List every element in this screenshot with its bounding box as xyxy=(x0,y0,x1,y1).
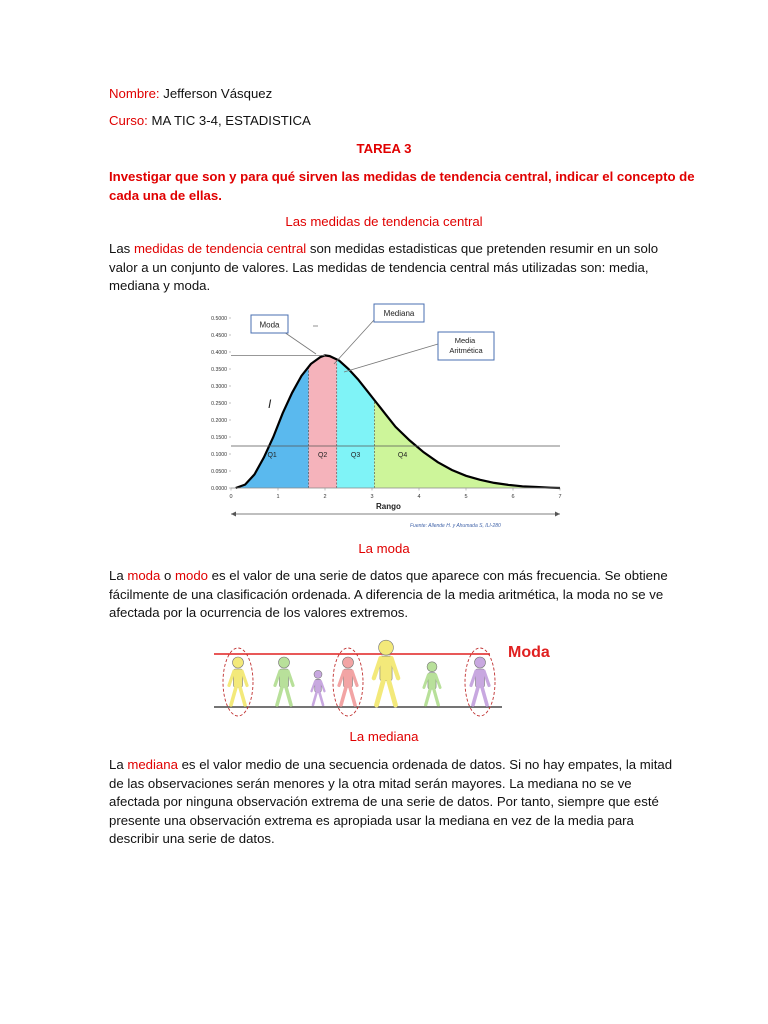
person-leg xyxy=(319,692,323,705)
people-group xyxy=(223,640,495,716)
media-callout-label-line2: Aritmética xyxy=(449,346,483,355)
source-note: Fuente: Allende H. y Ahumada S, ILI-280 xyxy=(410,523,501,529)
course-line xyxy=(109,113,311,128)
text-run: es el valor de una serie de datos que aparece con más frecuencia. Se obtiene xyxy=(208,568,668,583)
x-axis-label: Rango xyxy=(376,502,401,511)
text-run: La xyxy=(109,757,128,772)
text-run: son medidas estadisticas que pretenden resumir en un solo xyxy=(306,241,659,256)
quartile-region-q2 xyxy=(309,355,337,488)
moda-figure-label: Moda xyxy=(508,644,550,661)
quartile-label: Q3 xyxy=(350,452,361,459)
paragraph-line xyxy=(109,240,661,259)
y-tick-label: 0.0000 xyxy=(211,486,227,492)
prompt-line-1: Investigar que son y para qué sirven las medidas de tendencia central, indicar el concepto de xyxy=(109,169,695,184)
person-figure xyxy=(465,648,495,716)
person-leg xyxy=(482,687,487,705)
person-figure xyxy=(333,648,363,716)
person-leg xyxy=(231,687,236,705)
name-label: Nombre: xyxy=(109,86,160,101)
paragraph-line: fácilmente de una clasificación ordenada. A diferencia de la media aritmética, la moda no se ve xyxy=(109,586,664,602)
person-head xyxy=(314,670,322,678)
paragraph-line xyxy=(109,567,668,586)
moda-people-figure xyxy=(208,632,560,722)
person-leg xyxy=(434,689,439,705)
highlight-term: mediana xyxy=(127,757,178,772)
person-head xyxy=(343,657,354,668)
course-label: Curso: xyxy=(109,113,148,128)
prompt-line-2: cada una de ellas. xyxy=(109,187,222,203)
paragraph-line: mediana y moda. xyxy=(109,278,211,294)
person-figure xyxy=(424,662,440,705)
section-heading-moda: La moda xyxy=(358,541,410,556)
person-figure xyxy=(374,640,398,705)
quartile-label: Q4 xyxy=(397,452,408,459)
y-tick-label: 0.5000 xyxy=(211,316,227,322)
x-tick-label: 3 xyxy=(370,494,374,500)
paragraph-line: describir una serie de datos. xyxy=(109,831,275,847)
paragraph-line: presente una observación extrema es apropiada usar la mediana en vez de la media para xyxy=(109,812,634,828)
paragraph-line: de las observaciones serán menores y la otra mitad serán mayores. La mediana no se ve xyxy=(109,775,632,791)
person-leg xyxy=(240,687,245,705)
mediana-callout-label: Mediana xyxy=(383,309,415,318)
text-run: La xyxy=(109,568,128,583)
student-name-line xyxy=(109,86,272,101)
y-tick-label: 0.3500 xyxy=(211,367,227,373)
moda-callout-label: Moda xyxy=(259,320,280,330)
person-arm xyxy=(391,658,398,678)
media-callout-label-line1: Media xyxy=(454,336,476,345)
x-tick-label: 4 xyxy=(417,494,421,500)
highlight-term: medidas de tendencia central xyxy=(133,241,307,256)
person-leg xyxy=(313,692,317,705)
x-tick-label: 7 xyxy=(558,494,562,500)
x-tick-label: 1 xyxy=(276,494,280,500)
person-figure xyxy=(312,670,325,705)
section-heading-central-tendency: Las medidas de tendencia central xyxy=(285,214,483,229)
distribution-chart xyxy=(198,302,566,534)
person-leg xyxy=(426,689,431,705)
paragraph-line xyxy=(109,756,673,775)
y-tick-label: 0.0500 xyxy=(211,469,227,475)
quartile-label: Q2 xyxy=(317,452,328,459)
highlight-term: modo xyxy=(175,568,209,583)
person-head xyxy=(379,640,394,655)
course-value: MA TIC 3-4, ESTADISTICA xyxy=(151,113,311,128)
person-figure xyxy=(223,648,253,716)
paragraph-line: valor a un conjunto de valores. Las medidas de tendencia central más utilizadas son: media, xyxy=(109,259,649,275)
paragraph-line: afectada por la ocurrencia de los valores extremos. xyxy=(109,605,409,621)
italic-mark: I xyxy=(268,397,272,411)
person-arm xyxy=(374,658,381,678)
x-tick-label: 6 xyxy=(511,494,515,500)
y-tick-label: 0.1000 xyxy=(211,452,227,458)
quartile-label: Q1 xyxy=(267,452,277,459)
person-head xyxy=(279,657,290,668)
person-leg xyxy=(473,687,478,705)
person-leg xyxy=(350,687,355,705)
y-tick-label: 0.2500 xyxy=(211,401,227,407)
x-tick-label: 2 xyxy=(323,494,327,500)
person-leg xyxy=(286,687,291,705)
section-heading-mediana: La mediana xyxy=(349,729,419,744)
person-head xyxy=(233,657,244,668)
paragraph-central-tendency xyxy=(109,240,661,296)
x-tick-label: 5 xyxy=(464,494,468,500)
person-head xyxy=(475,657,486,668)
assignment-prompt xyxy=(109,168,695,205)
person-figure xyxy=(275,657,293,705)
y-tick-label: 0.4000 xyxy=(211,350,227,356)
name-value: Jefferson Vásquez xyxy=(163,86,273,101)
y-tick-label: 0.3000 xyxy=(211,384,227,390)
person-head xyxy=(427,662,437,672)
paragraph-line: afectada por ninguna observación extrema de una serie de datos. Por tanto, siempre que esté xyxy=(109,794,659,810)
highlight-term: moda xyxy=(127,568,161,583)
paragraph-moda xyxy=(109,567,668,623)
y-tick-label: 0.4500 xyxy=(211,333,227,339)
x-tick-label: 0 xyxy=(229,494,233,500)
text-run: o xyxy=(160,568,176,583)
person-leg xyxy=(377,681,384,705)
text-run: Las xyxy=(109,241,134,256)
person-leg xyxy=(389,681,396,705)
text-run: es el valor medio de una secuencia ordenada de datos. Si no hay empates, la mitad xyxy=(177,757,673,772)
person-leg xyxy=(277,687,282,705)
assignment-title: TAREA 3 xyxy=(356,141,412,156)
y-tick-label: 0.2000 xyxy=(211,418,227,424)
person-leg xyxy=(341,687,346,705)
paragraph-mediana xyxy=(109,756,673,849)
y-tick-label: 0.1500 xyxy=(211,435,227,441)
